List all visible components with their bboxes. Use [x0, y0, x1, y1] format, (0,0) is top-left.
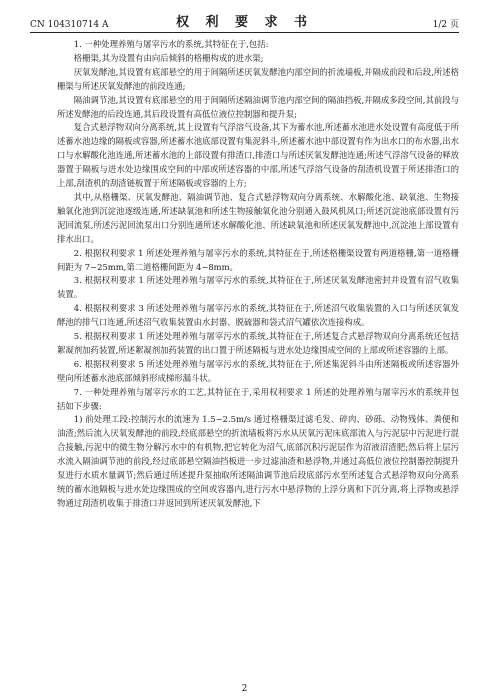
claim-paragraph: 其中,从格栅渠、厌氧发酵池、隔油调节池、复合式悬浮物双向分离系统、水解酸化池、缺氧池、生物接触氧化池到沉淀池逐级连通,所述缺氧池和所述生物接触氧化池分别通入鼓风机风口;所述沉淀池底部设置有污泥回流泵,所述污泥回流泵出口分别连通所述水解酸化池、所述缺氧池和所述厌氧发酵池中,沉淀池上部设置有排水出口。: [57, 191, 459, 244]
claim-paragraph: 1. 一种处理养殖与屠宰污水的系统,其特征在于,包括:: [73, 39, 269, 49]
document-number: CN 104310714 A: [30, 20, 109, 30]
claim-paragraph: 隔油调节池,其设置有底部悬空的用于间隔所述隔油调节池内部空间的隔油挡板,并隔成多段空间,其前段与所述发酵池的后段连通,其后段设置有高低位液位控制器和提升泵;: [57, 94, 459, 119]
claim-paragraph: 2. 根据权利要求 1 所述处理养殖与屠宰污水的系统,其特征在于,所述格栅渠设置有两道格栅,第一道格栅间距为 7~25mm,第二道格栅间距为 4~8mm。: [57, 247, 459, 272]
document-title: 权 利 要 求 书: [175, 15, 314, 30]
claim-paragraph: 5. 根据权利要求 1 所述处理养殖与屠宰污水的系统,其特征在于,所述复合式悬浮物双向分离系统还包括絮凝剂加药装置,所述絮凝剂加药装置的出口置于所述隔板与进水处边缘围成空间的上部或所述容器的上部。: [57, 331, 459, 355]
page-indicator: 1/2 页: [432, 20, 459, 30]
page-header: [30, 12, 459, 30]
claims-body: [57, 38, 459, 511]
page-number: 2: [241, 684, 248, 694]
claim-paragraph: 复合式悬浮物双向分离系统,其上设置有气浮溶气设备,其下为蓄水池,所述蓄水池进水处设置有高度低于所述蓄水池边缘的隔板或容器,所述蓄水池底部设置有集泥斜斗,所述蓄水池中部设置有作为出水口的布水器,出水口与水解酸化池连通,所述蓄水池的上部设置有排渣口,排渣口与所述厌氧发酵池连通;所述气浮溶气设备的释放器置于隔板与进水处边缘围成空间的中部或所述容器的中部,所述气浮溶气设备的刮渣机设置于所述排渣口的上部,刮渣机的刮渣链板置于所述隔板或容器的上方;: [57, 122, 459, 189]
claim-paragraph: 1) 前处理工段:控制污水的流速为 1.5~2.5m/s 通过格栅渠过滤毛发、碎肉、砂砾、动物残体、粪便和油渣;然后流入厌氧发酵池的前段,经底部悬空的折流墙板将污水从厌氧污泥床底部流入与污泥层中污泥进行混合接触,污泥中的微生物分解污水中的有机物,把它转化为沼气,底部沉积污泥层作为沼液沼渣肥;然后将上层污水流入隔油调节池的前段,经过底部悬空隔油挡板进一步过滤油渣和悬浮物,并通过高低位液位控制器控制提升泵进行水质水量调节;然后通过所述提升泵抽取所述隔油调节池后段底部污水至所述复合式悬浮物双向分离系统的蓄水池隔板与进水处边缘围成的空间或容器内,进行污水中悬浮物的上浮分离和下沉分离,将上浮物或悬浮物通过刮渣机收集于排渣口并返回到所述厌氧发酵池,下: [57, 414, 459, 508]
claim-paragraph: 厌氧发酵池,其设置有底部悬空的用于间隔所述厌氧发酵池内部空间的折流墙板,并隔成前段和后段,所述格栅渠与所述厌氧发酵池的前段连通;: [57, 66, 459, 91]
claim-paragraph: 3. 根据权利要求 1 所述处理养殖与屠宰污水的系统,其特征在于,所述厌氧发酵池密封并设置有沼气收集装置。: [57, 275, 459, 300]
header-divider: [30, 32, 459, 33]
claim-paragraph: 7. 一种处理养殖与屠宰污水的工艺,其特征在于,采用权利要求 1 所述的处理养殖与屠宰污水的系统并包括如下步骤:: [57, 386, 459, 411]
claim-paragraph: 格栅渠,其为设置有由向后倾斜的格栅构成的进水渠;: [73, 52, 264, 63]
claim-paragraph: 4. 根据权利要求 3 所述处理养殖与屠宰污水的系统,其特征在于,所述沼气收集装置的入口与所述厌氧发酵池的排气口连通,所述沼气收集装置由水封器、脱硫器和袋式沼气罐依次连接构成。: [57, 303, 459, 328]
claim-paragraph: 6. 根据权利要求 5 所述处理养殖与屠宰污水的系统,其特征在于,所述集泥斜斗由所述隔板或所述容器外壁向所述蓄水池底部倾斜形成梯形漏斗状。: [57, 358, 459, 383]
